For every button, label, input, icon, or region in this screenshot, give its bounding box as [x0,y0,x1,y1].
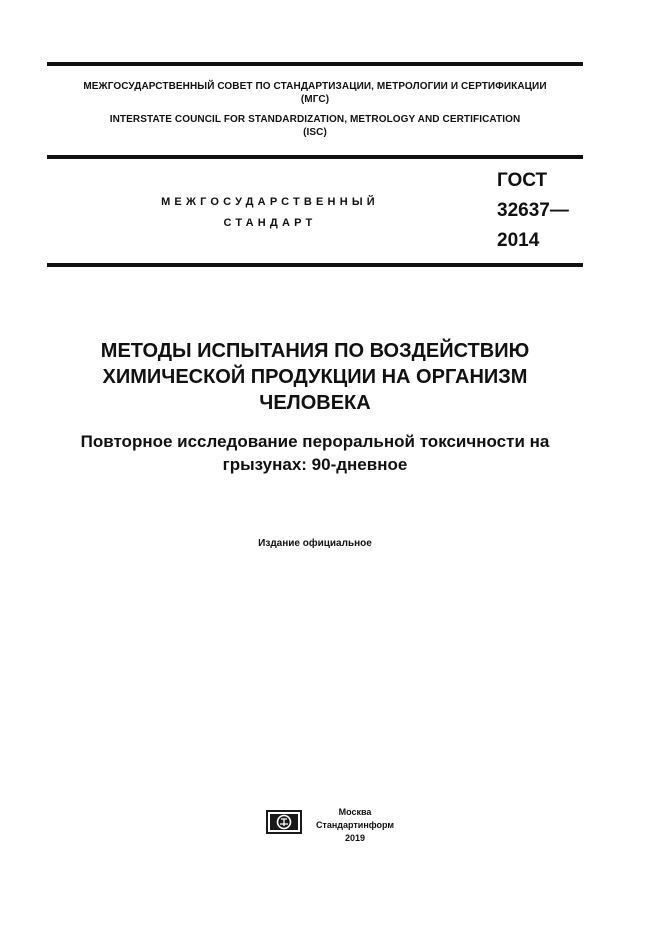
document-title: МЕТОДЫ ИСПЫТАНИЯ ПО ВОЗДЕЙСТВИЮ ХИМИЧЕСКОЙ ПРОДУКЦИИ НА ОРГАНИЗМ ЧЕЛОВЕКА [100,340,530,414]
gost-year: 2014 [497,230,540,251]
publisher-block [305,806,405,845]
document-subtitle: Повторное исследование пероральной токсичности на грызунах: 90-дневное [80,432,550,474]
gost-number: 32637— [497,200,569,221]
standartinform-logo-icon [265,809,303,835]
edition-label: Издание официальное [258,538,372,549]
gost-identifier [497,166,569,256]
bottom-divider [47,263,583,267]
council-name-ru [47,80,583,106]
council-en-abbr: (ISC) [303,127,327,138]
top-divider [47,62,583,66]
council-ru-abbr: (МГС) [300,94,330,105]
gost-prefix: ГОСТ [497,170,548,191]
standard-label-line2: СТАНДАРТ [223,217,317,229]
middle-divider [47,155,583,159]
council-name-en [47,113,583,139]
publisher-year: 2019 [344,833,366,843]
council-ru-line: МЕЖГОСУДАРСТВЕННЫЙ СОВЕТ ПО СТАНДАРТИЗАЦИИ, МЕТРОЛОГИИ И СЕРТИФИКАЦИИ [83,81,547,92]
publisher-name: Стандартинформ [315,820,395,830]
standard-label [110,192,430,234]
standard-label-line1: МЕЖГОСУДАРСТВЕННЫЙ [161,196,379,208]
publisher-city: Москва [338,807,372,817]
council-en-line: INTERSTATE COUNCIL FOR STANDARDIZATION, METROLOGY AND CERTIFICATION [109,114,521,125]
